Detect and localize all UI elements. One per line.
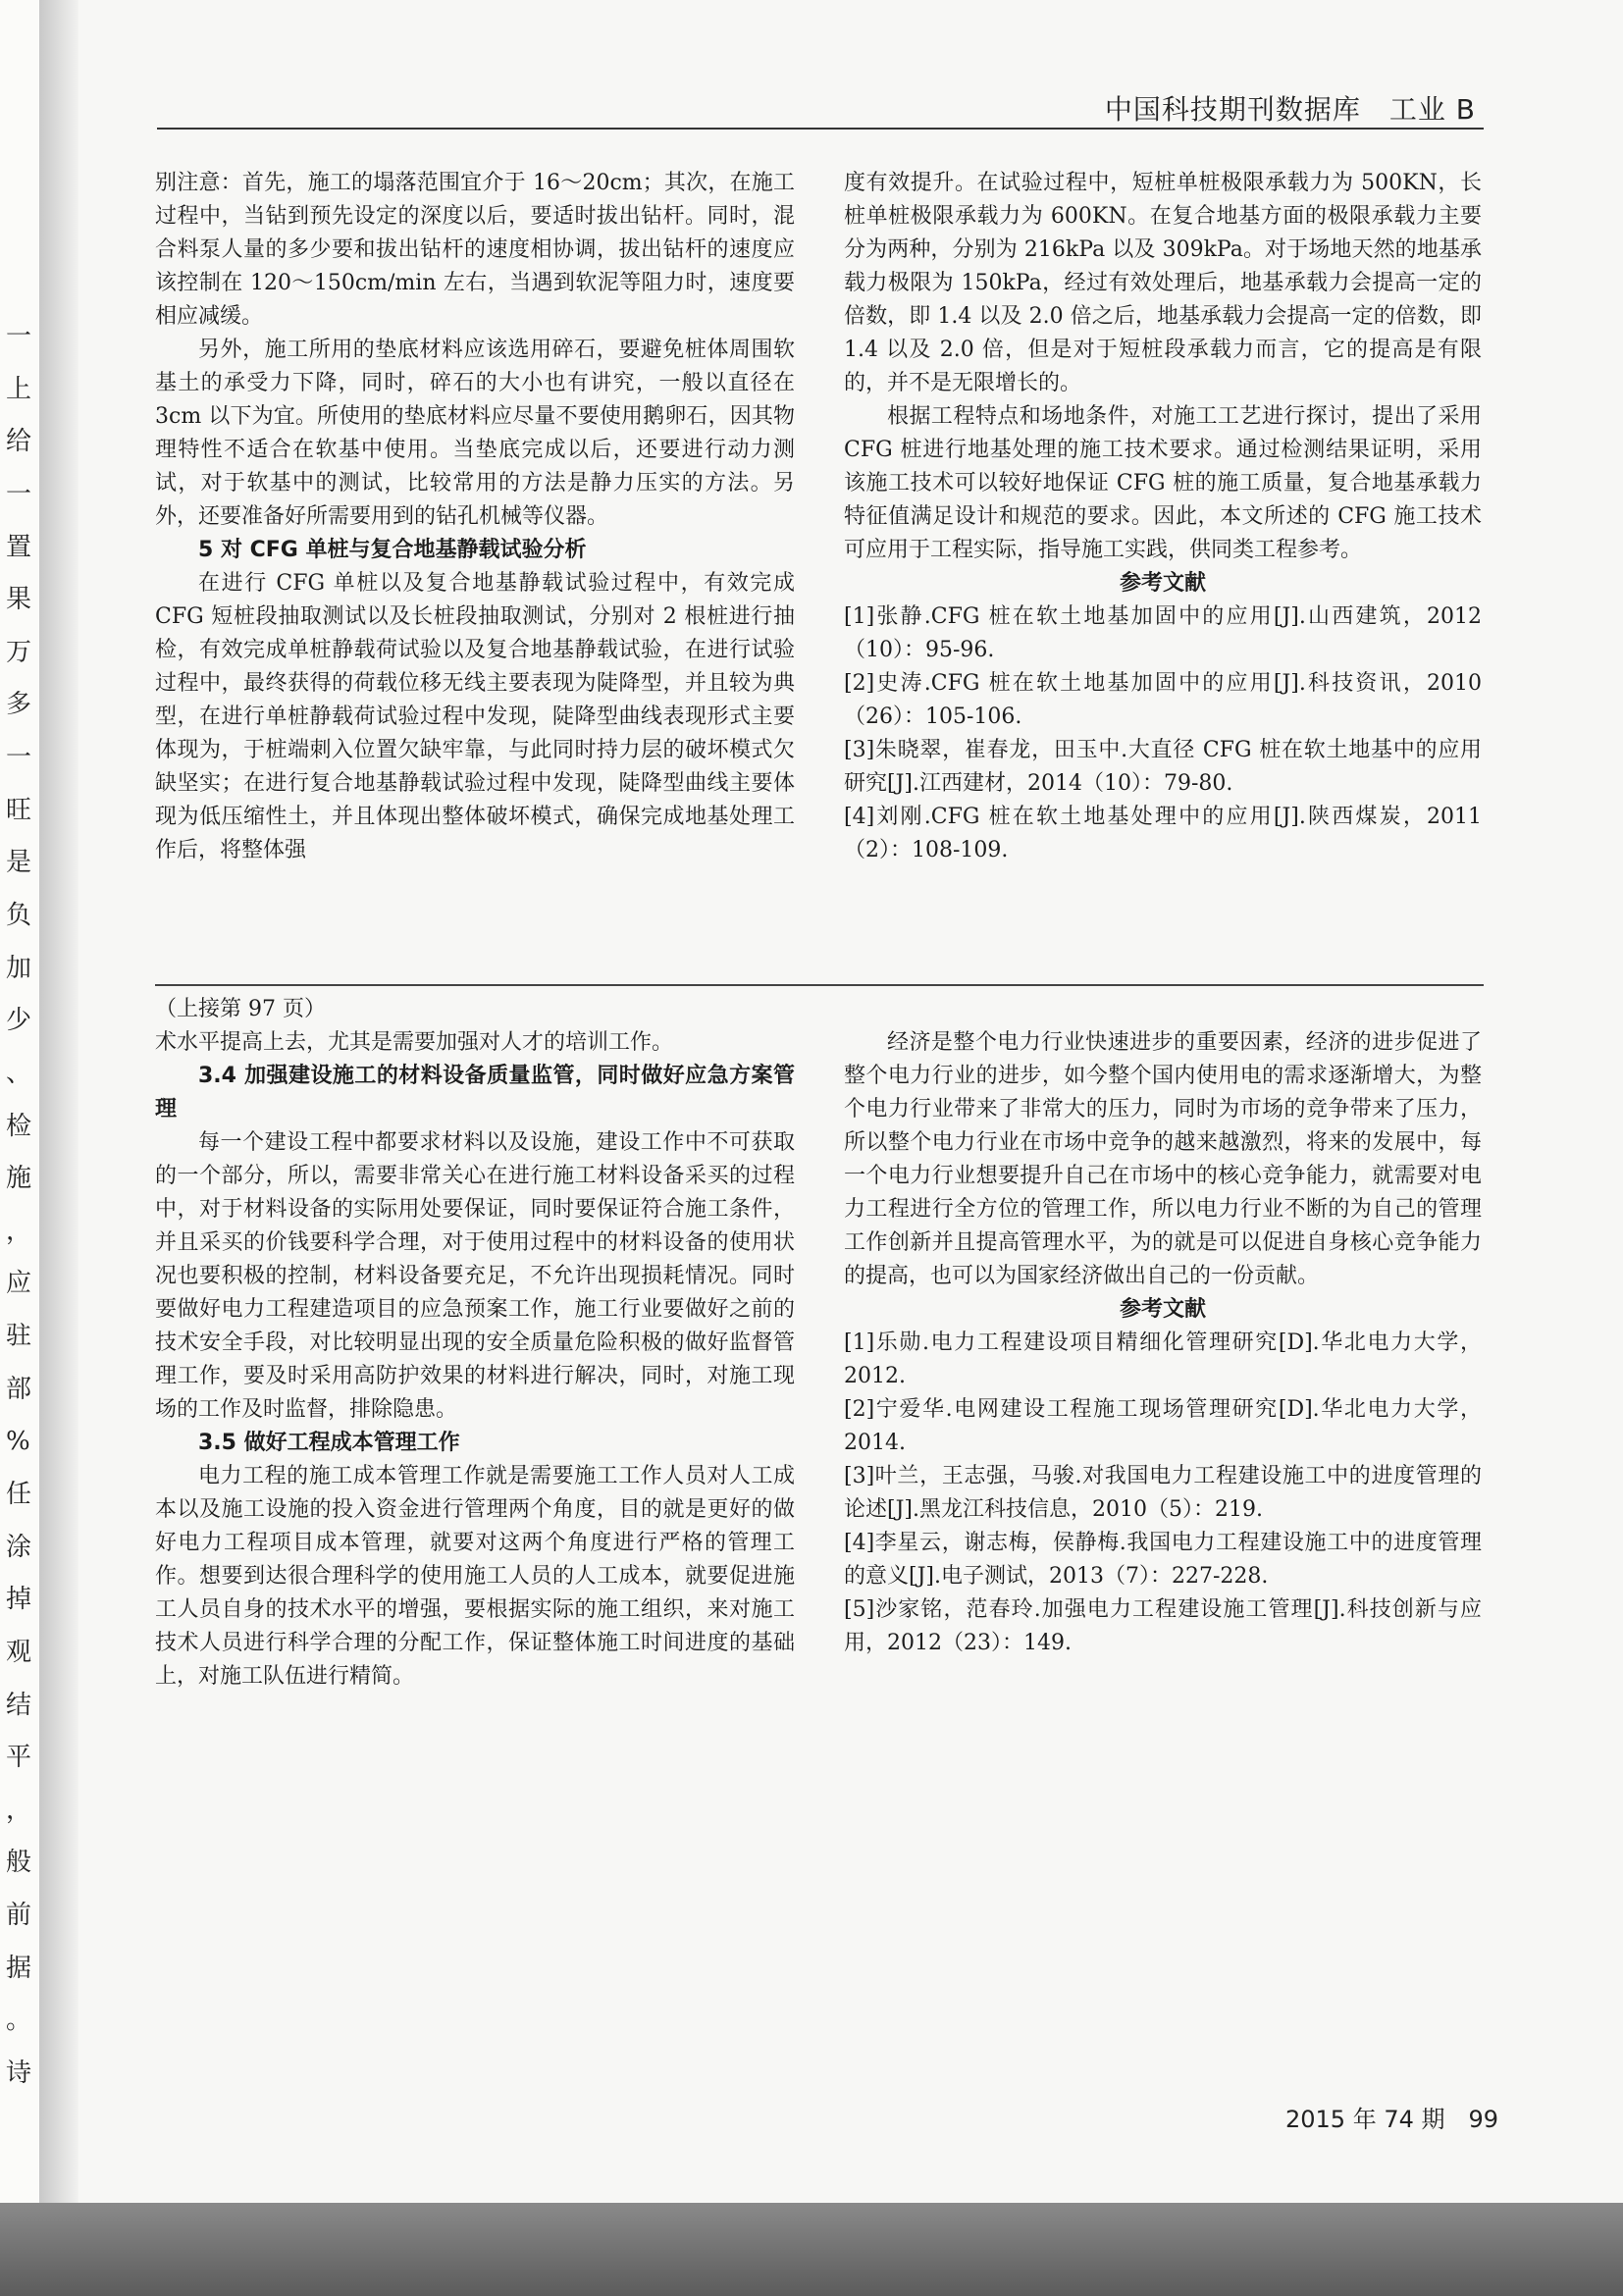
adjacent-page-char: 平 bbox=[6, 1743, 32, 1772]
adjacent-page-char: 应 bbox=[6, 1269, 32, 1298]
adjacent-page-char: ， bbox=[6, 1796, 32, 1825]
section-heading: 3.5 做好工程成本管理工作 bbox=[198, 1431, 460, 1455]
paragraph: 每一个建设工程中都要求材料以及设施，建设工作中不可获取的一个部分，所以，需要非常关心在进行施工材料设备采买的过程中，对于材料设备的实际用处要保证，同时要保证符合施工条件，并且采买的价钱要科学合理，对于使用过程中的材料设备的使用状况也要积极的控制，材料设备要充足，不允许出现损耗情况。同时要做好电力工程建造项目的应急预案工作，施工行业要做好之前的技术安全手段，对比较明显出现的安全质量危险积极的做好监督管理工作，要及时采用高防护效果的材料进行解决，同时，对施工现场的工作及时监督，排除隐患。 bbox=[155, 1130, 795, 1422]
scanner-background bbox=[0, 2203, 1623, 2296]
adjacent-page-char: 少 bbox=[6, 1006, 32, 1035]
adjacent-page-char: 置 bbox=[6, 533, 32, 562]
adjacent-page-char: 涂 bbox=[6, 1533, 32, 1562]
section-heading: 3.4 加强建设施工的材料设备质量监管，同时做好应急方案管理 bbox=[155, 1064, 795, 1122]
adjacent-page-char: 诗 bbox=[6, 2059, 32, 2088]
adjacent-page-char: 结 bbox=[6, 1691, 32, 1720]
adjacent-page-char: 、 bbox=[6, 1059, 32, 1088]
paragraph: 别注意：首先，施工的塌落范围宜介于 16～20cm；其次，在施工过程中，当钻到预先设定的深度以后，要适时拔出钻杆。同时，混合料泵人量的多少要和拔出钻杆的速度相协调，拔出钻杆的速度应该控制在 120～150cm/min 左右，当遇到软泥等阻力时，速度要相应减缓。 bbox=[155, 171, 795, 329]
bottom-right-column bbox=[844, 1026, 1482, 1660]
adjacent-page-char: 一 bbox=[6, 322, 32, 351]
adjacent-page-char: % bbox=[6, 1427, 30, 1456]
references-heading: 参考文献 bbox=[1119, 571, 1206, 596]
adjacent-page-edge bbox=[0, 0, 39, 2203]
running-header bbox=[157, 88, 1484, 130]
adjacent-page-char: 。 bbox=[6, 2006, 32, 2035]
paragraph: 术水平提高上去，尤其是需要加强对人才的培训工作。 bbox=[155, 1030, 674, 1055]
adjacent-page-char: 上 bbox=[6, 375, 32, 404]
adjacent-page-char: 部 bbox=[6, 1375, 32, 1404]
paragraph: 另外，施工所用的垫底材料应该选用碎石，要避免桩体周围软基土的承受力下降，同时，碎石的大小也有讲究，一般以直径在 3cm 以下为宜。所使用的垫底材料应尽量不要使用鹅卵石，因其物理特性不适合在软基中使用。当垫底完成以后，还要进行动力测试，对于软基中的测试，比较常用的方法是静力压实的方法。另外，还要准备好所需要用到的钻孔机械等仪器。 bbox=[155, 338, 795, 529]
adjacent-page-char: 检 bbox=[6, 1112, 32, 1141]
reference-item: [2]史涛.CFG 桩在软土地基加固中的应用[J].科技资讯，2010（26）：105-106. bbox=[844, 671, 1482, 729]
references-heading: 参考文献 bbox=[1119, 1297, 1206, 1322]
adjacent-page-char: 据 bbox=[6, 1954, 32, 1983]
adjacent-page-char: 万 bbox=[6, 638, 32, 667]
adjacent-page-char: 前 bbox=[6, 1901, 32, 1930]
adjacent-page-char: 多 bbox=[6, 690, 32, 719]
adjacent-page-char: 旺 bbox=[6, 796, 32, 825]
adjacent-page-char: 施 bbox=[6, 1164, 32, 1193]
paragraph: 根据工程特点和场地条件，对施工工艺进行探讨，提出了采用 CFG 桩进行地基处理的施工技术要求。通过检测结果证明，采用该施工技术可以较好地保证 CFG 桩的施工质量，复合地基承载力特征值满足设计和规范的要求。因此，本文所述的 CFG 施工技术可应用于工程实际，指导施工实践，供同类工程参考。 bbox=[844, 404, 1482, 562]
adjacent-page-char: 给 bbox=[6, 427, 32, 456]
adjacent-page-char: 观 bbox=[6, 1638, 32, 1667]
adjacent-page-char: 般 bbox=[6, 1848, 32, 1877]
adjacent-page-char: ， bbox=[6, 1217, 32, 1246]
adjacent-page-char: 负 bbox=[6, 901, 32, 930]
adjacent-page-char: 驻 bbox=[6, 1322, 32, 1351]
top-right-column bbox=[844, 167, 1482, 867]
adjacent-page-char: 任 bbox=[6, 1480, 32, 1509]
reference-item: [1]张静.CFG 桩在软土地基加固中的应用[J].山西建筑，2012（10）：95-96. bbox=[844, 604, 1482, 662]
binding-gutter-shadow bbox=[39, 0, 79, 2203]
paragraph: 在进行 CFG 单桩以及复合地基静载试验过程中，有效完成 CFG 短桩段抽取测试以及长桩段抽取测试，分别对 2 根桩进行抽检，有效完成单桩静载荷试验以及复合地基静载试验，在进行试验过程中，最终获得的荷载位移无线主要表现为陡降型，并且较为典型，在进行单桩静载荷试验过程中发现，陡降型曲线表现形式主要体现为，于桩端刺入位置欠缺牢靠，与此同时持力层的破坏模式欠缺坚实；在进行复合地基静载试验过程中发现，陡降型曲线主要体现为低压缩性土，并且体现出整体破坏模式，确保完成地基处理工作后，将整体强 bbox=[155, 571, 795, 862]
reference-item: [3]叶兰，王志强，马骏.对我国电力工程建设施工中的进度管理的论述[J].黑龙江科技信息，2010（5）：219. bbox=[844, 1464, 1482, 1522]
reference-item: [4]李星云，谢志梅，侯静梅.我国电力工程建设施工中的进度管理的意义[J].电子测试，2013（7）：227-228. bbox=[844, 1531, 1482, 1589]
top-left-column bbox=[155, 167, 795, 867]
bottom-left-column bbox=[155, 993, 795, 1694]
adjacent-page-char: 果 bbox=[6, 585, 32, 614]
adjacent-page-char: 一 bbox=[6, 480, 32, 509]
reference-item: [3]朱晓翠，崔春龙，田玉中.大直径 CFG 桩在软土地基中的应用研究[J].江西建材，2014（10）：79-80. bbox=[844, 738, 1482, 796]
continued-note: （上接第 97 页） bbox=[155, 997, 326, 1021]
reference-item: [4]刘刚.CFG 桩在软土地基处理中的应用[J].陕西煤炭，2011（2）：108-109. bbox=[844, 805, 1482, 862]
article-divider bbox=[155, 984, 1484, 986]
adjacent-page-char: 掉 bbox=[6, 1585, 32, 1614]
adjacent-page-char: 是 bbox=[6, 848, 32, 877]
journal-header-title: 中国科技期刊数据库 工业 B bbox=[1104, 93, 1476, 126]
paragraph: 经济是整个电力行业快速进步的重要因素，经济的进步促进了整个电力行业的进步，如今整个国内使用电的需求逐渐增大，为整个电力行业带来了非常大的压力，同时为市场的竞争带来了压力，所以整个电力行业在市场中竞争的越来越激烈，将来的发展中，每一个电力行业想要提升自己在市场中的核心竞争能力，就需要对电力工程进行全方位的管理工作，所以电力行业不断的为自己的管理工作创新并且提高管理水平，为的就是可以促进自身核心竞争能力的提高，也可以为国家经济做出自己的一份贡献。 bbox=[844, 1030, 1482, 1288]
adjacent-page-char: 加 bbox=[6, 954, 32, 983]
reference-item: [2]宁爱华.电网建设工程施工现场管理研究[D].华北电力大学，2014. bbox=[844, 1397, 1482, 1455]
paragraph: 度有效提升。在试验过程中，短桩单桩极限承载力为 500KN，长桩单桩极限承载力为 600KN。在复合地基方面的极限承载力主要分为两种，分别为 216kPa 以及 309kPa。对于场地天然的地基承载力极限为 150kPa，经过有效处理后，地基承载力会提高一定的倍数，即 1.4 以及 2.0 倍之后，地基承载力会提高一定的倍数，即 1.4 以及 2.0 倍，但是对于短桩段承载力而言，它的提高是有限的，并不是无限增长的。 bbox=[844, 171, 1482, 395]
reference-item: [1]乐勋.电力工程建设项目精细化管理研究[D].华北电力大学，2012. bbox=[844, 1331, 1482, 1388]
section-heading: 5 对 CFG 单桩与复合地基静载试验分析 bbox=[198, 538, 587, 562]
reference-item: [5]沙家铭，范春玲.加强电力工程建设施工管理[J].科技创新与应用，2012（23）：149. bbox=[844, 1597, 1482, 1655]
adjacent-page-char: 一 bbox=[6, 743, 32, 772]
paragraph: 电力工程的施工成本管理工作就是需要施工工作人员对人工成本以及施工设施的投入资金进行管理两个角度，目的就是更好的做好电力工程项目成本管理，就要对这两个角度进行严格的管理工作。想要到达很合理科学的使用施工人员的人工成本，就要促进施工人员自身的技术水平的增强，要根据实际的施工组织，来对施工技术人员进行科学合理的分配工作，保证整体施工时间进度的基础上，对施工队伍进行精简。 bbox=[155, 1464, 795, 1689]
page-footer: 2015 年 74 期 99 bbox=[1285, 2106, 1499, 2133]
